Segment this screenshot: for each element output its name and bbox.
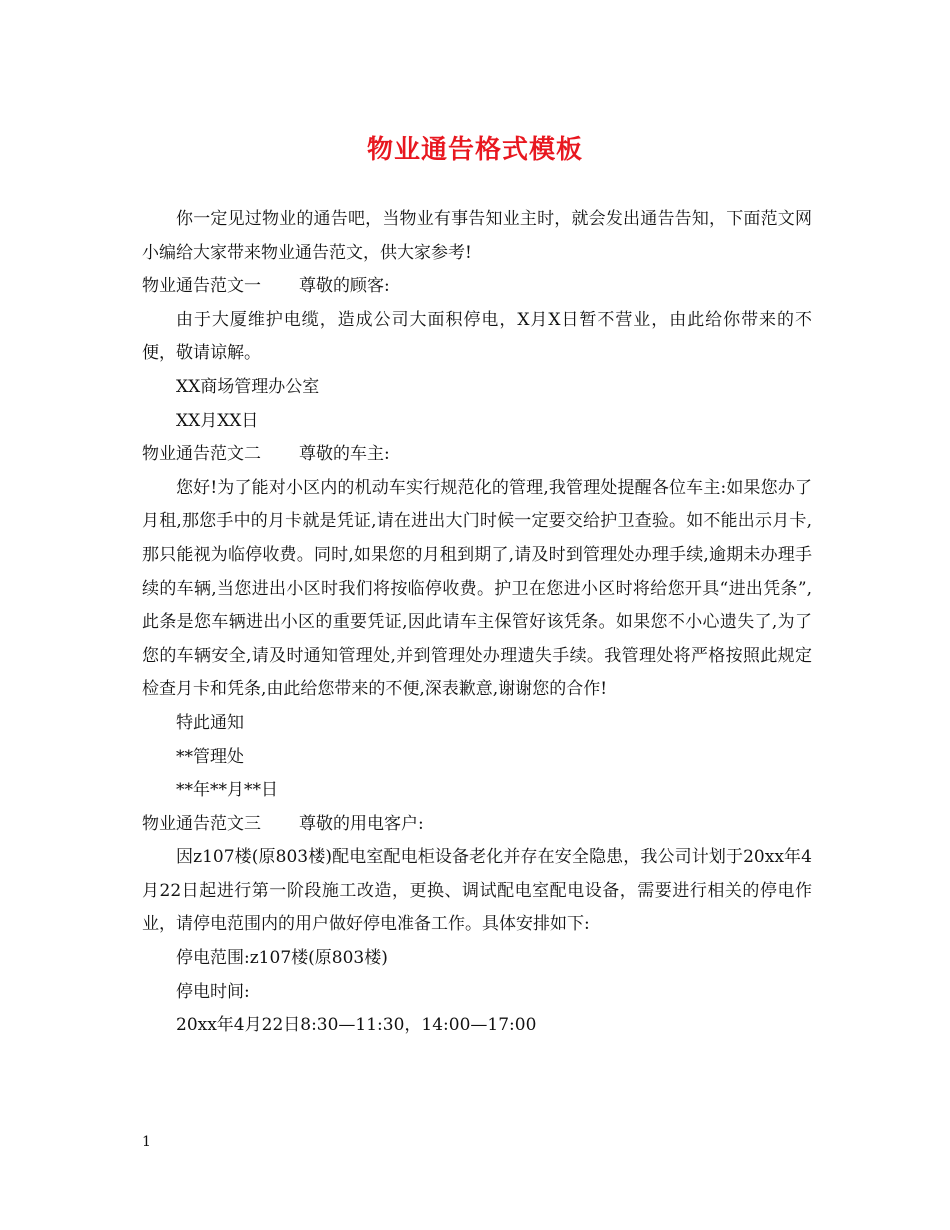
intro-paragraph: 你一定见过物业的通告吧，当物业有事告知业主时，就会发出通告告知，下面范文网小编给大家带来物业通告范文，供大家参考! bbox=[142, 209, 812, 263]
sample-2-signature: **管理处 bbox=[176, 746, 244, 767]
sample-3-body: 因z107楼(原803楼)配电室配电柜设备老化并存在安全隐患，我公司计划于20xx年4月22日起进行第一阶段施工改造，更换、调试配电室配电设备，需要进行相关的停电作业，请停电范围内的用户做好停电准备工作。具体安排如下: bbox=[142, 847, 812, 935]
sample-2-date: **年**月**日 bbox=[176, 780, 278, 801]
document-body bbox=[142, 203, 812, 1043]
document-title: 物业通告格式模板 bbox=[366, 135, 583, 165]
sample-3-range: 停电范围:z107楼(原803楼) bbox=[176, 948, 388, 969]
sample-3-time-value: 20xx年4月22日8:30—11:30，14:00—17:00 bbox=[176, 1015, 537, 1036]
sample-1-label: 物业通告范文一 bbox=[142, 276, 261, 297]
sample-2-label: 物业通告范文二 bbox=[142, 444, 261, 465]
sample-3-label: 物业通告范文三 bbox=[142, 813, 261, 834]
sample-1-salutation: 尊敬的顾客: bbox=[299, 276, 390, 297]
sample-2-body: 您好!为了能对小区内的机动车实行规范化的管理,我管理处提醒各位车主:如果您办了月租,那您手中的月卡就是凭证,请在进出大门时候一定要交给护卫查验。如不能出示月卡,那只能视为临停收费。同时,如果您的月租到期了,请及时到管理处办理手续,逾期未办理手续的车辆,当您进出小区时我们将按临停收费。护卫在您进小区时将给您开具“进出凭条”,此条是您车辆进出小区的重要凭证,因此请车主保管好该凭条。如果您不小心遗失了,为了您的车辆安全,请及时通知管理处,并到管理处办理遗失手续。我管理处将严格按照此规定检查月卡和凭条,由此给您带来的不便,深表歉意,谢谢您的合作! bbox=[142, 477, 812, 700]
sample-3-time-label: 停电时间: bbox=[176, 981, 250, 1002]
sample-1-body: 由于大厦维护电缆，造成公司大面积停电，X月X日暂不营业，由此给你带来的不便，敬请谅解。 bbox=[142, 309, 812, 364]
sample-2-notice: 特此通知 bbox=[176, 712, 244, 733]
sample-1-signature: XX商场管理办公室 bbox=[176, 376, 320, 397]
sample-2-heading bbox=[142, 438, 812, 472]
sample-3-salutation: 尊敬的用电客户: bbox=[299, 813, 424, 834]
sample-2-salutation: 尊敬的车主: bbox=[299, 444, 390, 465]
page-number: 1 bbox=[142, 1134, 151, 1150]
sample-3-heading bbox=[142, 808, 812, 842]
sample-1-heading bbox=[142, 270, 812, 304]
sample-1-date: XX月XX日 bbox=[176, 410, 259, 431]
